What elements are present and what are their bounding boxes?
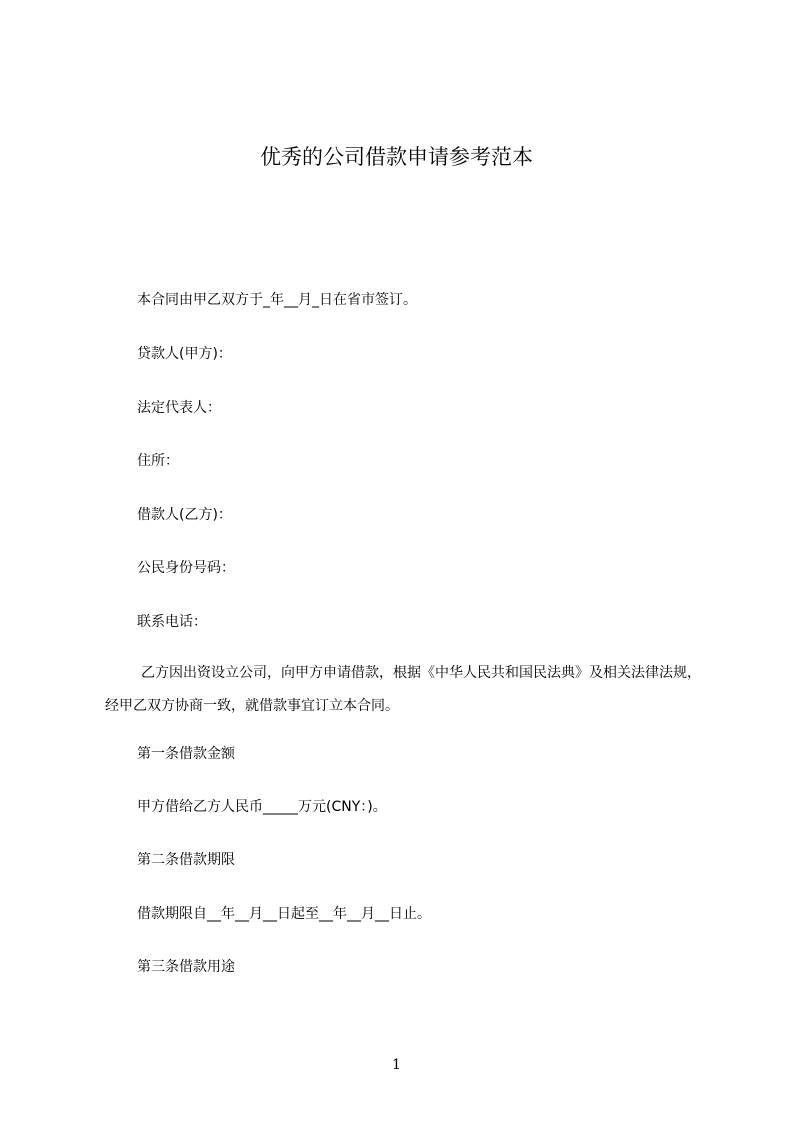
article-1-heading: 第一条借款金额 xyxy=(137,746,235,762)
paragraph-legal-representative: 法定代表人： xyxy=(137,400,221,416)
article-2-content: 借款期限自__年__月__日起至__年__月__日止。 xyxy=(137,906,431,922)
paragraph-id-number: 公民身份号码： xyxy=(137,560,235,576)
article-2-heading: 第二条借款期限 xyxy=(137,852,235,868)
paragraph-address: 住所： xyxy=(137,453,179,469)
document-title: 优秀的公司借款申请参考范本 xyxy=(260,145,533,169)
article-1-content: 甲方借给乙方人民币_____万元(CNY：)。 xyxy=(137,799,387,815)
paragraph-borrower: 借款人(乙方)： xyxy=(137,507,232,523)
paragraph-signing-date: 本合同由甲乙双方于_年__月_日在省市签订。 xyxy=(137,292,417,308)
article-3-heading: 第三条借款用途 xyxy=(137,959,235,975)
paragraph-preamble: 乙方因出资设立公司，向甲方申请借款，根据《中华人民共和国民法典》及相关法律法规，经甲乙双方协商一致，就借款事宜订立本合同。 xyxy=(105,665,701,714)
paragraph-phone: 联系电话： xyxy=(137,614,207,630)
page-number: 1 xyxy=(392,1057,401,1073)
paragraph-lender: 贷款人(甲方)： xyxy=(137,346,232,362)
